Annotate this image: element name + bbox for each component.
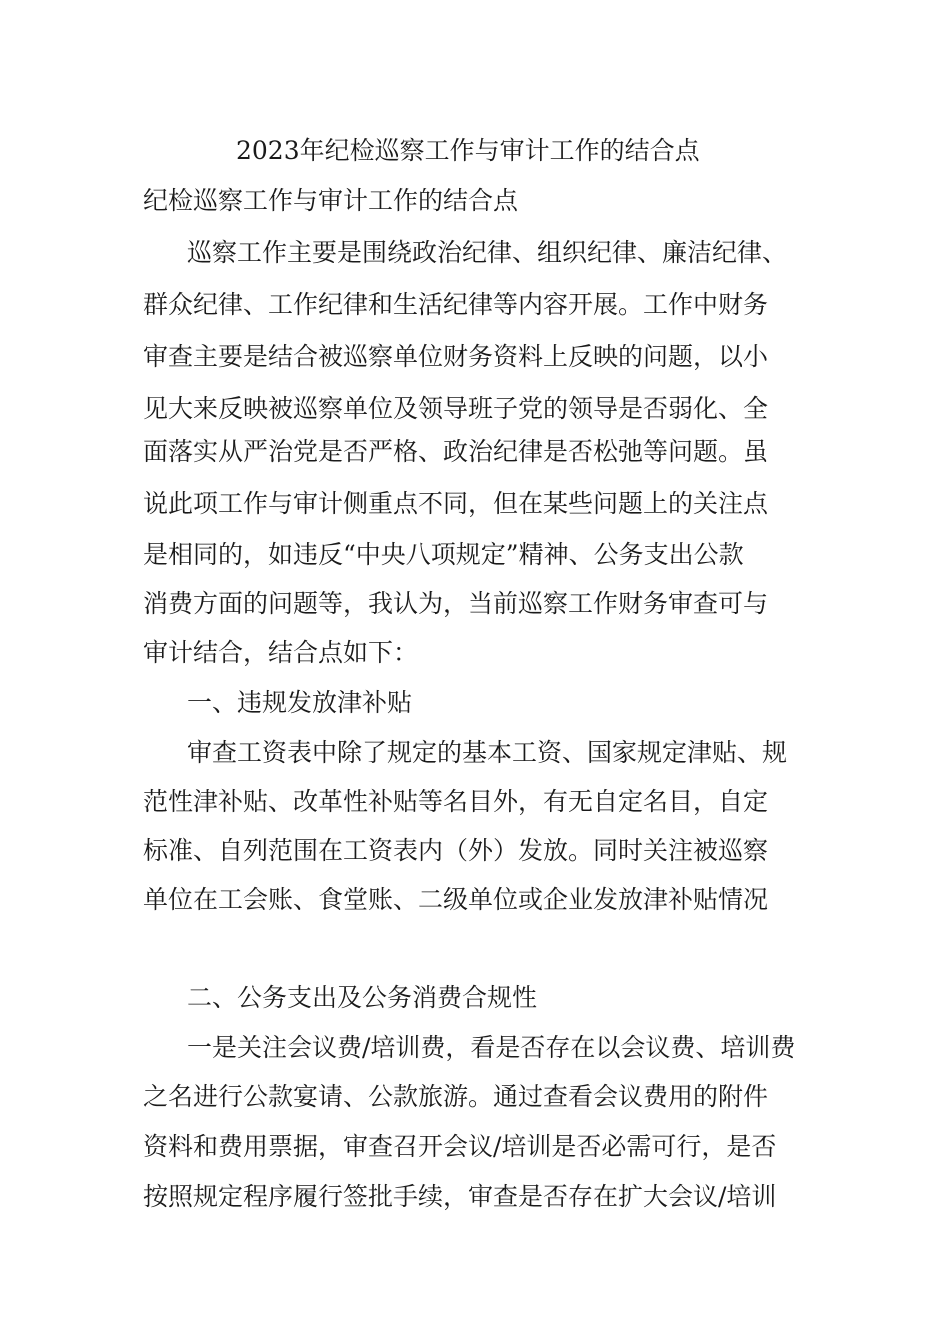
- paragraph-3-line: 之名进行公款宴请、公款旅游。通过查看会议费用的附件: [143, 1082, 769, 1111]
- paragraph-1-line: 消费方面的问题等，我认为，当前巡察工作财务审查可与: [143, 589, 769, 618]
- paragraph-3-line: 按照规定程序履行签批手续，审查是否存在扩大会议/培训: [143, 1182, 777, 1211]
- paragraph-2-line: 范性津补贴、改革性补贴等名目外，有无自定名目，自定: [143, 787, 769, 816]
- paragraph-2-line: 单位在工会账、食堂账、二级单位或企业发放津补贴情况: [143, 885, 769, 914]
- paragraph-1-line: 审查主要是结合被巡察单位财务资料上反映的问题，以小: [143, 342, 769, 371]
- paragraph-1-line: 审计结合，结合点如下：: [143, 638, 419, 667]
- section-1-heading: 一、违规发放津补贴: [187, 688, 413, 717]
- paragraph-1-line: 见大来反映被巡察单位及领导班子党的领导是否弱化、全: [143, 394, 769, 423]
- paragraph-1-line: 面落实从严治党是否严格、政治纪律是否松弛等问题。虽: [143, 437, 769, 466]
- paragraph-3-line: 资料和费用票据，审查召开会议/培训是否必需可行，是否: [143, 1132, 777, 1161]
- section-2-heading: 二、公务支出及公务消费合规性: [187, 983, 538, 1012]
- paragraph-1-line: 说此项工作与审计侧重点不同，但在某些问题上的关注点: [143, 489, 769, 518]
- paragraph-2-line: 审查工资表中除了规定的基本工资、国家规定津贴、规: [187, 738, 788, 767]
- paragraph-1-line: 群众纪律、工作纪律和生活纪律等内容开展。工作中财务: [143, 290, 769, 319]
- document-subtitle: 纪检巡察工作与审计工作的结合点: [143, 186, 519, 215]
- paragraph-1-line: 是相同的，如违反“中央八项规定”精神、公务支出公款: [143, 540, 744, 569]
- paragraph-1-line: 巡察工作主要是围绕政治纪律、组织纪律、廉洁纪律、: [187, 238, 788, 267]
- document-title: 2023年纪检巡察工作与审计工作的结合点: [236, 136, 700, 165]
- paragraph-3-line: 一是关注会议费/培训费，看是否存在以会议费、培训费: [187, 1033, 796, 1062]
- paragraph-2-line: 标准、自列范围在工资表内（外）发放。同时关注被巡察: [143, 836, 769, 865]
